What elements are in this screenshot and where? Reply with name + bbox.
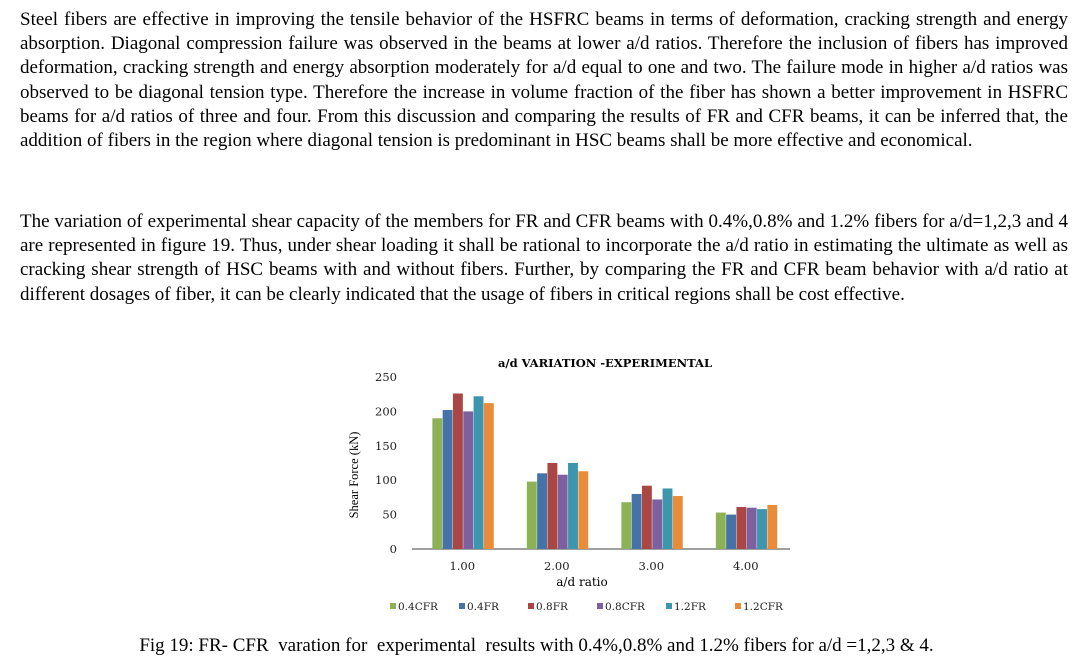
y-tick-labels — [375, 370, 397, 556]
x-axis-label: a/d ratio — [556, 575, 608, 589]
bar-0.8FR-3.00 — [642, 486, 652, 549]
legend-label-1.2FR: 1.2FR — [674, 601, 706, 613]
legend-swatch-0.4CFR — [390, 603, 396, 609]
y-tick-label: 250 — [375, 370, 397, 384]
bar-0.4FR-3.00 — [632, 494, 642, 549]
bar-1.2CFR-3.00 — [673, 496, 683, 549]
x-tick-label: 4.00 — [732, 559, 759, 573]
paragraph-fiber-effect: Steel fibers are effective in improving the tensile behavior of the HSFRC beams in terms of deformation, cracking strength and energy absorption. Diagonal compression failure was observed in the beams at lower a/d ratios. Therefore the inclusion of fibers has improved deformation, cracking strength and energy absorption moderately for a/d equal to one and two. The failure mode in higher a/d ratios was observed to be diagonal tension type. Therefore the increase in volume fraction of the fiber has shown a better improvement in HSFRC beams for a/d ratios of three and four. From this discussion and comparing the results of FR and CFR beams, it can be inferred that, the addition of fibers in the region where diagonal tension is predominant in HSC beams shall be more effective and economical. — [20, 9, 1068, 152]
legend-label-0.4CFR: 0.4CFR — [398, 601, 438, 613]
x-tick-label: 2.00 — [543, 559, 570, 573]
bar-0.8FR-1.00 — [453, 394, 463, 549]
bar-0.8CFR-1.00 — [463, 411, 473, 549]
x-tick-label: 3.00 — [638, 559, 665, 573]
y-tick-label: 200 — [375, 404, 397, 419]
bar-0.8CFR-4.00 — [747, 508, 757, 549]
bar-0.4CFR-2.00 — [527, 482, 537, 549]
legend-label-0.8CFR: 0.8CFR — [605, 601, 645, 613]
bar-0.8FR-4.00 — [736, 507, 746, 549]
y-tick-label: 100 — [375, 473, 397, 488]
y-tick-label: 0 — [389, 542, 397, 556]
chart-title: a/d VARIATION -EXPERIMENTAL — [497, 356, 713, 370]
legend — [390, 601, 784, 613]
figure-caption: Fig 19: FR- CFR varation for experimental results with 0.4%,0.8% and 1.2% fibers for a/d =1,2,3 & 4. — [139, 635, 934, 656]
y-tick-label: 50 — [382, 507, 397, 522]
bar-0.4FR-2.00 — [537, 473, 547, 549]
bar-1.2CFR-4.00 — [767, 505, 777, 549]
legend-label-0.4FR: 0.4FR — [467, 601, 499, 613]
bar-1.2CFR-2.00 — [578, 471, 588, 549]
bar-1.2FR-4.00 — [757, 509, 767, 549]
x-tick-labels — [449, 559, 758, 573]
bar-0.4FR-1.00 — [443, 410, 453, 549]
legend-swatch-1.2FR — [666, 603, 672, 609]
x-tick-label: 1.00 — [449, 559, 476, 573]
legend-swatch-1.2CFR — [735, 603, 741, 609]
bar-0.4CFR-4.00 — [716, 513, 726, 549]
legend-label-0.8FR: 0.8FR — [536, 601, 568, 613]
bar-0.4FR-4.00 — [726, 515, 736, 549]
y-tick-label: 150 — [375, 438, 397, 453]
legend-swatch-0.4FR — [459, 603, 465, 609]
bar-1.2FR-2.00 — [568, 463, 578, 549]
y-axis-label: Shear Force (kN) — [347, 431, 361, 519]
legend-swatch-0.8CFR — [597, 603, 603, 609]
legend-swatch-0.8FR — [528, 603, 534, 609]
bar-0.4CFR-1.00 — [432, 418, 442, 549]
bars — [432, 394, 777, 549]
legend-label-1.2CFR: 1.2CFR — [743, 601, 783, 613]
bar-0.8FR-2.00 — [547, 463, 557, 549]
bar-chart-svg — [340, 352, 820, 627]
paragraph-shear-capacity: The variation of experimental shear capacity of the members for FR and CFR beams with 0.4%,0.8% and 1.2% fibers for a/d=1,2,3 and 4 are represented in figure 19. Thus, under shear loading it shall be rational to incorporate the a/d ratio in estimating the ultimate as well as cracking shear strength of HSC beams with and without fibers. Further, by comparing the FR and CFR beam behavior with a/d ratio at different dosages of fiber, it can be clearly indicated that the usage of fibers in critical regions shall be cost effective. — [20, 211, 1068, 305]
bar-0.8CFR-2.00 — [558, 475, 568, 549]
figure-19-chart — [340, 352, 820, 627]
bar-0.4CFR-3.00 — [621, 502, 631, 549]
bar-1.2FR-1.00 — [474, 396, 484, 549]
bar-1.2FR-3.00 — [663, 488, 673, 549]
bar-1.2CFR-1.00 — [484, 403, 494, 549]
bar-0.8CFR-3.00 — [652, 499, 662, 549]
